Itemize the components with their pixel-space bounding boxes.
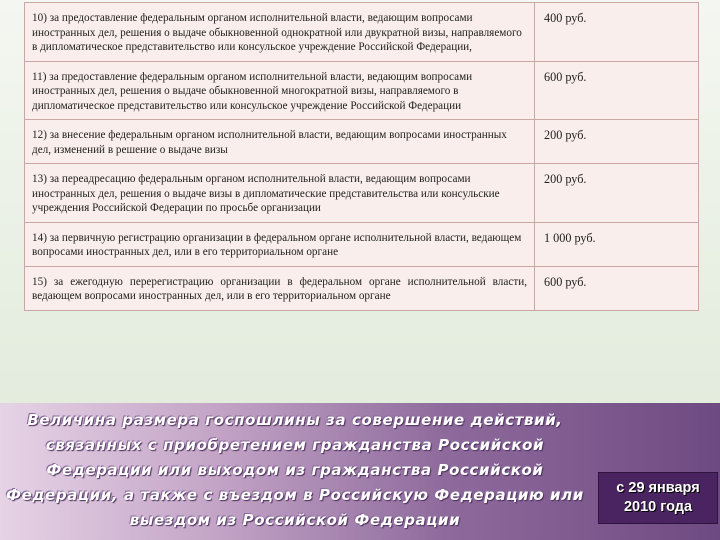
- effective-date-line-2: 2010 года: [623, 499, 693, 515]
- banner-line: выездом из Российской Федерации: [129, 511, 461, 529]
- banner-title: [0, 408, 590, 533]
- table-row: [25, 164, 699, 223]
- fee-description: 11) за предоставление федеральным органом исполнительной власти, ведающим вопросами иностранных дел, решения о выдаче обыкновенной многократной визы, направляемого в дипломатическое представительство или консульское учреждение Российской Федерации: [25, 61, 535, 120]
- fee-description: 12) за внесение федеральным органом исполнительной власти, ведающим вопросами иностранных дел, изменений в решение о выдаче визы: [25, 120, 535, 164]
- table-row: [25, 266, 699, 310]
- fee-description: 14) за первичную регистрацию организации в федеральном органе исполнительной власти, ведающем вопросами иностранных дел, или в его территориальном органе: [25, 222, 535, 266]
- fee-price: 1 000 руб.: [535, 222, 699, 266]
- banner-line: Федерации или выходом из гражданства Российской: [46, 461, 544, 479]
- banner-line: связанных с приобретением гражданства Российской: [45, 436, 545, 454]
- fee-description: 10) за предоставление федеральным органом исполнительной власти, ведающим вопросами иностранных дел, решения о выдаче обыкновенной однократной или двукратной визы, направляемого в дипломатическое представительство или консульское учреждение Российской Федерации,: [25, 3, 535, 62]
- fee-description: 13) за переадресацию федеральным органом исполнительной власти, ведающим вопросами иностранных дел, решения о выдаче визы в дипломатические представительства или консульские учреждения Российской Федерации по просьбе организации: [25, 164, 535, 223]
- table-row: [25, 3, 699, 62]
- fees-table: [24, 2, 699, 311]
- effective-date-line-1: с 29 января: [616, 480, 700, 496]
- fee-price: 200 руб.: [535, 164, 699, 223]
- effective-date-box: [598, 472, 718, 524]
- fee-price: 600 руб.: [535, 266, 699, 310]
- fee-price: 400 руб.: [535, 3, 699, 62]
- table-row: [25, 61, 699, 120]
- banner-line: Федерации, а также с въездом в Российскую Федерацию или: [6, 486, 584, 504]
- table-row: [25, 120, 699, 164]
- fee-description: 15) за ежегодную перерегистрацию организации в федеральном органе исполнительной власти, ведающем вопросами иностранных дел, или в его территориальном органе: [25, 266, 535, 310]
- table-row: [25, 222, 699, 266]
- fee-price: 200 руб.: [535, 120, 699, 164]
- banner-line: Величина размера госпошлины за совершение действий,: [27, 411, 563, 429]
- fee-price: 600 руб.: [535, 61, 699, 120]
